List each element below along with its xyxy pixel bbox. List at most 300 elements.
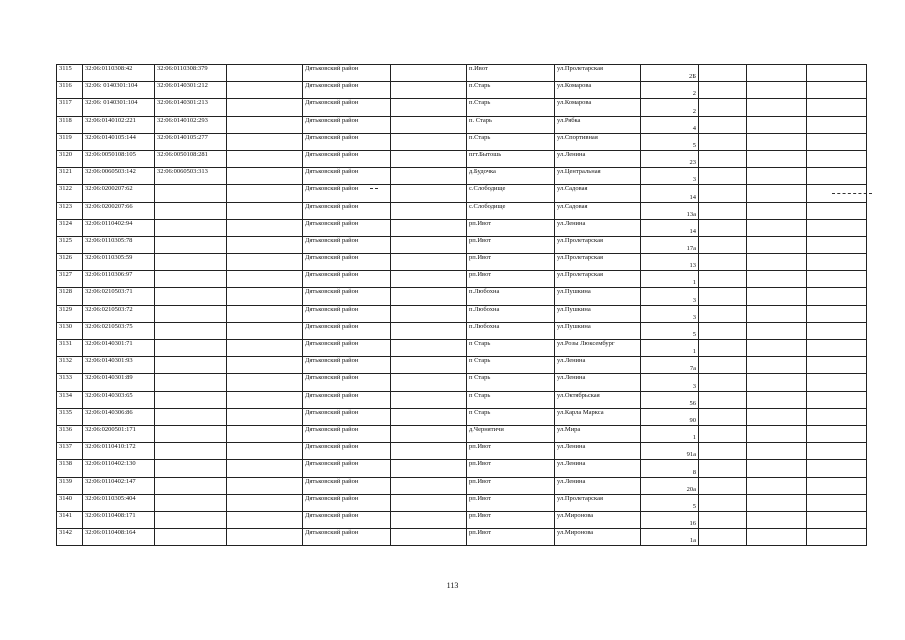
cadastral-number: 32:06:0140105:144 — [83, 133, 155, 150]
empty-cell — [747, 150, 807, 167]
empty-cell — [391, 408, 467, 425]
table-row — [57, 322, 867, 339]
cadastral-number: 32:06:0110410:172 — [83, 443, 155, 460]
locality-cell: рп.Ивот — [467, 529, 555, 546]
district-cell: Дятьковский район — [303, 529, 391, 546]
table-row — [57, 168, 867, 185]
house-number-cell: 8 — [641, 460, 699, 477]
row-number: 3135 — [57, 408, 83, 425]
locality-cell: д.Будочка — [467, 168, 555, 185]
district-cell: Дятьковский район — [303, 150, 391, 167]
street-cell: ул.Пролетарская — [555, 494, 641, 511]
cadastral-number: 32:06:0110308:42 — [83, 65, 155, 82]
row-number: 3121 — [57, 168, 83, 185]
table-row — [57, 288, 867, 305]
table-row — [57, 477, 867, 494]
table-row — [57, 460, 867, 477]
records-table — [56, 64, 867, 546]
house-number-cell: 3 — [641, 374, 699, 391]
scan-mark — [832, 193, 872, 194]
district-cell: Дятьковский район — [303, 202, 391, 219]
table-row — [57, 236, 867, 253]
district-cell: Дятьковский район — [303, 254, 391, 271]
cadastral-number-2: 32:06:0110308:379 — [155, 65, 227, 82]
street-cell: ул.Центральная — [555, 168, 641, 185]
cadastral-number-2 — [155, 202, 227, 219]
row-number: 3136 — [57, 425, 83, 442]
district-cell: Дятьковский район — [303, 185, 391, 202]
row-number: 3140 — [57, 494, 83, 511]
row-number: 3132 — [57, 357, 83, 374]
cadastral-number-2 — [155, 477, 227, 494]
table-row — [57, 357, 867, 374]
district-cell: Дятьковский район — [303, 288, 391, 305]
cadastral-number-2 — [155, 219, 227, 236]
locality-cell: рп.Ивот — [467, 219, 555, 236]
district-cell: Дятьковский район — [303, 391, 391, 408]
cadastral-number-2 — [155, 271, 227, 288]
table-row — [57, 529, 867, 546]
empty-cell — [807, 202, 867, 219]
empty-cell — [747, 322, 807, 339]
empty-cell — [747, 425, 807, 442]
street-cell: ул.Мира — [555, 425, 641, 442]
empty-cell — [699, 477, 747, 494]
district-cell: Дятьковский район — [303, 443, 391, 460]
house-number-cell: 91а — [641, 443, 699, 460]
locality-cell: рп.Ивот — [467, 511, 555, 528]
empty-cell — [807, 425, 867, 442]
scan-mark — [370, 188, 378, 189]
cadastral-number: 32:06:0140301:93 — [83, 357, 155, 374]
cadastral-number: 32:06:0110402:94 — [83, 219, 155, 236]
empty-cell — [699, 357, 747, 374]
cadastral-number: 32:06:0110408:171 — [83, 511, 155, 528]
empty-cell — [391, 168, 467, 185]
empty-cell — [391, 511, 467, 528]
locality-cell: п Старь — [467, 408, 555, 425]
cadastral-number-2 — [155, 460, 227, 477]
empty-cell — [699, 494, 747, 511]
empty-cell — [227, 340, 303, 357]
house-number-cell: 1 — [641, 340, 699, 357]
empty-cell — [807, 82, 867, 99]
row-number: 3129 — [57, 305, 83, 322]
empty-cell — [747, 374, 807, 391]
locality-cell: п.Любохна — [467, 305, 555, 322]
row-number: 3117 — [57, 99, 83, 116]
house-number-cell: 7а — [641, 357, 699, 374]
empty-cell — [391, 460, 467, 477]
empty-cell — [391, 477, 467, 494]
cadastral-number-2 — [155, 425, 227, 442]
locality-cell: п. Старь — [467, 116, 555, 133]
empty-cell — [807, 168, 867, 185]
empty-cell — [391, 236, 467, 253]
empty-cell — [807, 408, 867, 425]
locality-cell: с.Слободище — [467, 202, 555, 219]
empty-cell — [699, 374, 747, 391]
table-row — [57, 150, 867, 167]
cadastral-number-2 — [155, 391, 227, 408]
house-number-cell: 1 — [641, 271, 699, 288]
table-row — [57, 443, 867, 460]
empty-cell — [227, 219, 303, 236]
empty-cell — [227, 391, 303, 408]
row-number: 3130 — [57, 322, 83, 339]
house-number-cell: 23 — [641, 150, 699, 167]
empty-cell — [699, 65, 747, 82]
district-cell: Дятьковский район — [303, 511, 391, 528]
empty-cell — [747, 443, 807, 460]
empty-cell — [227, 443, 303, 460]
empty-cell — [699, 271, 747, 288]
empty-cell — [227, 82, 303, 99]
district-cell: Дятьковский район — [303, 82, 391, 99]
empty-cell — [747, 477, 807, 494]
empty-cell — [747, 288, 807, 305]
street-cell: ул.Пролетарская — [555, 254, 641, 271]
cadastral-number: 32:06:0140306:86 — [83, 408, 155, 425]
house-number-cell: 3 — [641, 305, 699, 322]
street-cell: ул.Розы Люксембург — [555, 340, 641, 357]
empty-cell — [699, 202, 747, 219]
empty-cell — [699, 133, 747, 150]
empty-cell — [807, 494, 867, 511]
empty-cell — [227, 460, 303, 477]
empty-cell — [391, 305, 467, 322]
cadastral-number-2: 32:06:0050108:281 — [155, 150, 227, 167]
cadastral-number-2 — [155, 494, 227, 511]
house-number-cell: 1а — [641, 529, 699, 546]
empty-cell — [807, 305, 867, 322]
cadastral-number: 32:06: 0140301:104 — [83, 82, 155, 99]
row-number: 3123 — [57, 202, 83, 219]
cadastral-number: 32:06:0210503:75 — [83, 322, 155, 339]
cadastral-number: 32:06:0060503:142 — [83, 168, 155, 185]
empty-cell — [227, 254, 303, 271]
house-number-cell: 17а — [641, 236, 699, 253]
empty-cell — [699, 460, 747, 477]
district-cell: Дятьковский район — [303, 99, 391, 116]
empty-cell — [747, 529, 807, 546]
locality-cell: п.Любохна — [467, 322, 555, 339]
empty-cell — [391, 99, 467, 116]
empty-cell — [807, 511, 867, 528]
empty-cell — [807, 340, 867, 357]
empty-cell — [699, 236, 747, 253]
cadastral-number-2: 32:06:0060503:313 — [155, 168, 227, 185]
locality-cell: рп.Ивот — [467, 494, 555, 511]
house-number-cell: 16 — [641, 511, 699, 528]
locality-cell: п.Старь — [467, 99, 555, 116]
row-number: 3133 — [57, 374, 83, 391]
street-cell: ул.Карла Маркса — [555, 408, 641, 425]
cadastral-number: 32:06:0140303:65 — [83, 391, 155, 408]
empty-cell — [699, 529, 747, 546]
table-row — [57, 82, 867, 99]
empty-cell — [699, 288, 747, 305]
empty-cell — [227, 202, 303, 219]
empty-cell — [747, 65, 807, 82]
locality-cell: п Старь — [467, 340, 555, 357]
empty-cell — [391, 254, 467, 271]
empty-cell — [699, 150, 747, 167]
empty-cell — [807, 460, 867, 477]
house-number-cell: 3 — [641, 168, 699, 185]
cadastral-number-2 — [155, 443, 227, 460]
row-number: 3141 — [57, 511, 83, 528]
empty-cell — [699, 408, 747, 425]
cadastral-number-2 — [155, 254, 227, 271]
row-number: 3118 — [57, 116, 83, 133]
house-number-cell: 56 — [641, 391, 699, 408]
empty-cell — [807, 271, 867, 288]
table-body — [57, 65, 867, 546]
table-row — [57, 494, 867, 511]
cadastral-number: 32:06:0200207:62 — [83, 185, 155, 202]
empty-cell — [699, 425, 747, 442]
cadastral-number-2 — [155, 374, 227, 391]
street-cell: ул.Рябка — [555, 116, 641, 133]
empty-cell — [807, 254, 867, 271]
empty-cell — [391, 116, 467, 133]
empty-cell — [391, 443, 467, 460]
empty-cell — [699, 305, 747, 322]
row-number: 3125 — [57, 236, 83, 253]
empty-cell — [807, 236, 867, 253]
cadastral-number-2: 32:06:0140105:277 — [155, 133, 227, 150]
row-number: 3142 — [57, 529, 83, 546]
empty-cell — [391, 494, 467, 511]
street-cell: ул.Ленина — [555, 357, 641, 374]
locality-cell: п.Старь — [467, 133, 555, 150]
empty-cell — [227, 425, 303, 442]
locality-cell: д.Чернятичи — [467, 425, 555, 442]
empty-cell — [699, 340, 747, 357]
house-number-cell: 2 — [641, 99, 699, 116]
empty-cell — [807, 133, 867, 150]
empty-cell — [747, 340, 807, 357]
cadastral-number: 32:06:0210503:71 — [83, 288, 155, 305]
row-number: 3115 — [57, 65, 83, 82]
cadastral-number: 32:06:0210503:72 — [83, 305, 155, 322]
street-cell: ул.Пролетарская — [555, 236, 641, 253]
empty-cell — [391, 425, 467, 442]
table-row — [57, 99, 867, 116]
empty-cell — [807, 443, 867, 460]
empty-cell — [747, 133, 807, 150]
table-row — [57, 219, 867, 236]
cadastral-number: 32:06:0110305:78 — [83, 236, 155, 253]
cadastral-number-2 — [155, 236, 227, 253]
empty-cell — [227, 305, 303, 322]
row-number: 3119 — [57, 133, 83, 150]
table-row — [57, 65, 867, 82]
district-cell: Дятьковский район — [303, 340, 391, 357]
street-cell: ул.Ленина — [555, 374, 641, 391]
empty-cell — [747, 305, 807, 322]
cadastral-number: 32:06: 0140301:104 — [83, 99, 155, 116]
empty-cell — [391, 133, 467, 150]
locality-cell: п.Любохна — [467, 288, 555, 305]
empty-cell — [227, 116, 303, 133]
cadastral-number-2 — [155, 340, 227, 357]
empty-cell — [807, 529, 867, 546]
empty-cell — [747, 271, 807, 288]
table-row — [57, 271, 867, 288]
cadastral-number: 32:06:0200501:171 — [83, 425, 155, 442]
locality-cell: рп.Ивот — [467, 254, 555, 271]
cadastral-number: 32:06:0110402:130 — [83, 460, 155, 477]
district-cell: Дятьковский район — [303, 65, 391, 82]
row-number: 3126 — [57, 254, 83, 271]
cadastral-number-2 — [155, 185, 227, 202]
locality-cell: п Старь — [467, 374, 555, 391]
empty-cell — [391, 271, 467, 288]
empty-cell — [391, 82, 467, 99]
empty-cell — [747, 460, 807, 477]
cadastral-number: 32:06:0200207:66 — [83, 202, 155, 219]
empty-cell — [227, 271, 303, 288]
cadastral-number-2: 32:06:0140301:213 — [155, 99, 227, 116]
empty-cell — [747, 168, 807, 185]
row-number: 3120 — [57, 150, 83, 167]
cadastral-number-2 — [155, 511, 227, 528]
empty-cell — [391, 65, 467, 82]
empty-cell — [227, 99, 303, 116]
empty-cell — [227, 408, 303, 425]
empty-cell — [391, 374, 467, 391]
row-number: 3124 — [57, 219, 83, 236]
street-cell: ул.Октябрьская — [555, 391, 641, 408]
house-number-cell: 5 — [641, 494, 699, 511]
empty-cell — [807, 65, 867, 82]
house-number-cell: 1 — [641, 425, 699, 442]
empty-cell — [747, 99, 807, 116]
empty-cell — [807, 391, 867, 408]
empty-cell — [227, 374, 303, 391]
cadastral-number: 32:06:0110305:404 — [83, 494, 155, 511]
street-cell: ул.Ленина — [555, 477, 641, 494]
empty-cell — [391, 529, 467, 546]
empty-cell — [391, 391, 467, 408]
row-number: 3134 — [57, 391, 83, 408]
empty-cell — [699, 116, 747, 133]
empty-cell — [227, 133, 303, 150]
empty-cell — [807, 288, 867, 305]
cadastral-number: 32:06:0110305:59 — [83, 254, 155, 271]
empty-cell — [807, 357, 867, 374]
district-cell: Дятьковский район — [303, 374, 391, 391]
district-cell: Дятьковский район — [303, 271, 391, 288]
street-cell: ул.Миронова — [555, 511, 641, 528]
table-row — [57, 116, 867, 133]
locality-cell: п.Старь — [467, 82, 555, 99]
district-cell: Дятьковский район — [303, 477, 391, 494]
house-number-cell: 3 — [641, 288, 699, 305]
empty-cell — [807, 116, 867, 133]
empty-cell — [807, 374, 867, 391]
cadastral-number: 32:06:0050108:105 — [83, 150, 155, 167]
house-number-cell: 5 — [641, 133, 699, 150]
cadastral-number-2: 32:06:0140301:212 — [155, 82, 227, 99]
row-number: 3116 — [57, 82, 83, 99]
empty-cell — [747, 494, 807, 511]
cadastral-number: 32:06:0110306:97 — [83, 271, 155, 288]
district-cell: Дятьковский район — [303, 305, 391, 322]
locality-cell: рп.Ивот — [467, 477, 555, 494]
empty-cell — [747, 408, 807, 425]
district-cell: Дятьковский район — [303, 408, 391, 425]
district-cell: Дятьковский район — [303, 494, 391, 511]
district-cell: Дятьковский район — [303, 236, 391, 253]
district-cell: Дятьковский район — [303, 168, 391, 185]
table-row — [57, 254, 867, 271]
house-number-cell: 5 — [641, 322, 699, 339]
house-number-cell: 13 — [641, 254, 699, 271]
empty-cell — [747, 357, 807, 374]
empty-cell — [807, 150, 867, 167]
empty-cell — [699, 391, 747, 408]
house-number-cell: 90 — [641, 408, 699, 425]
empty-cell — [227, 511, 303, 528]
street-cell: ул.Садовая — [555, 185, 641, 202]
cadastral-number-2 — [155, 322, 227, 339]
locality-cell: рп.Ивот — [467, 460, 555, 477]
empty-cell — [699, 99, 747, 116]
street-cell: ул.Комарова — [555, 99, 641, 116]
cadastral-number-2 — [155, 288, 227, 305]
cadastral-number: 32:06:0140301:71 — [83, 340, 155, 357]
empty-cell — [807, 477, 867, 494]
district-cell: Дятьковский район — [303, 116, 391, 133]
street-cell: ул.Пушкина — [555, 288, 641, 305]
empty-cell — [807, 99, 867, 116]
locality-cell: пгт.Бытошь — [467, 150, 555, 167]
house-number-cell: 4 — [641, 116, 699, 133]
row-number: 3128 — [57, 288, 83, 305]
empty-cell — [227, 494, 303, 511]
empty-cell — [227, 529, 303, 546]
empty-cell — [699, 185, 747, 202]
street-cell: ул.Ленина — [555, 219, 641, 236]
cadastral-number-2 — [155, 408, 227, 425]
district-cell: Дятьковский район — [303, 425, 391, 442]
locality-cell: рп.Ивот — [467, 236, 555, 253]
cadastral-number-2 — [155, 357, 227, 374]
table-row — [57, 425, 867, 442]
empty-cell — [227, 150, 303, 167]
empty-cell — [391, 219, 467, 236]
empty-cell — [227, 288, 303, 305]
empty-cell — [227, 168, 303, 185]
locality-cell: п Старь — [467, 391, 555, 408]
district-cell: Дятьковский район — [303, 322, 391, 339]
district-cell: Дятьковский район — [303, 357, 391, 374]
empty-cell — [227, 477, 303, 494]
cadastral-number-2 — [155, 529, 227, 546]
house-number-cell: 14 — [641, 219, 699, 236]
row-number: 3138 — [57, 460, 83, 477]
empty-cell — [747, 202, 807, 219]
empty-cell — [391, 202, 467, 219]
page-number: 113 — [446, 581, 459, 590]
locality-cell: рп.Ивот — [467, 443, 555, 460]
cadastral-number-2: 32:06:0140102:293 — [155, 116, 227, 133]
house-number-cell: 2Б — [641, 65, 699, 82]
row-number: 3137 — [57, 443, 83, 460]
